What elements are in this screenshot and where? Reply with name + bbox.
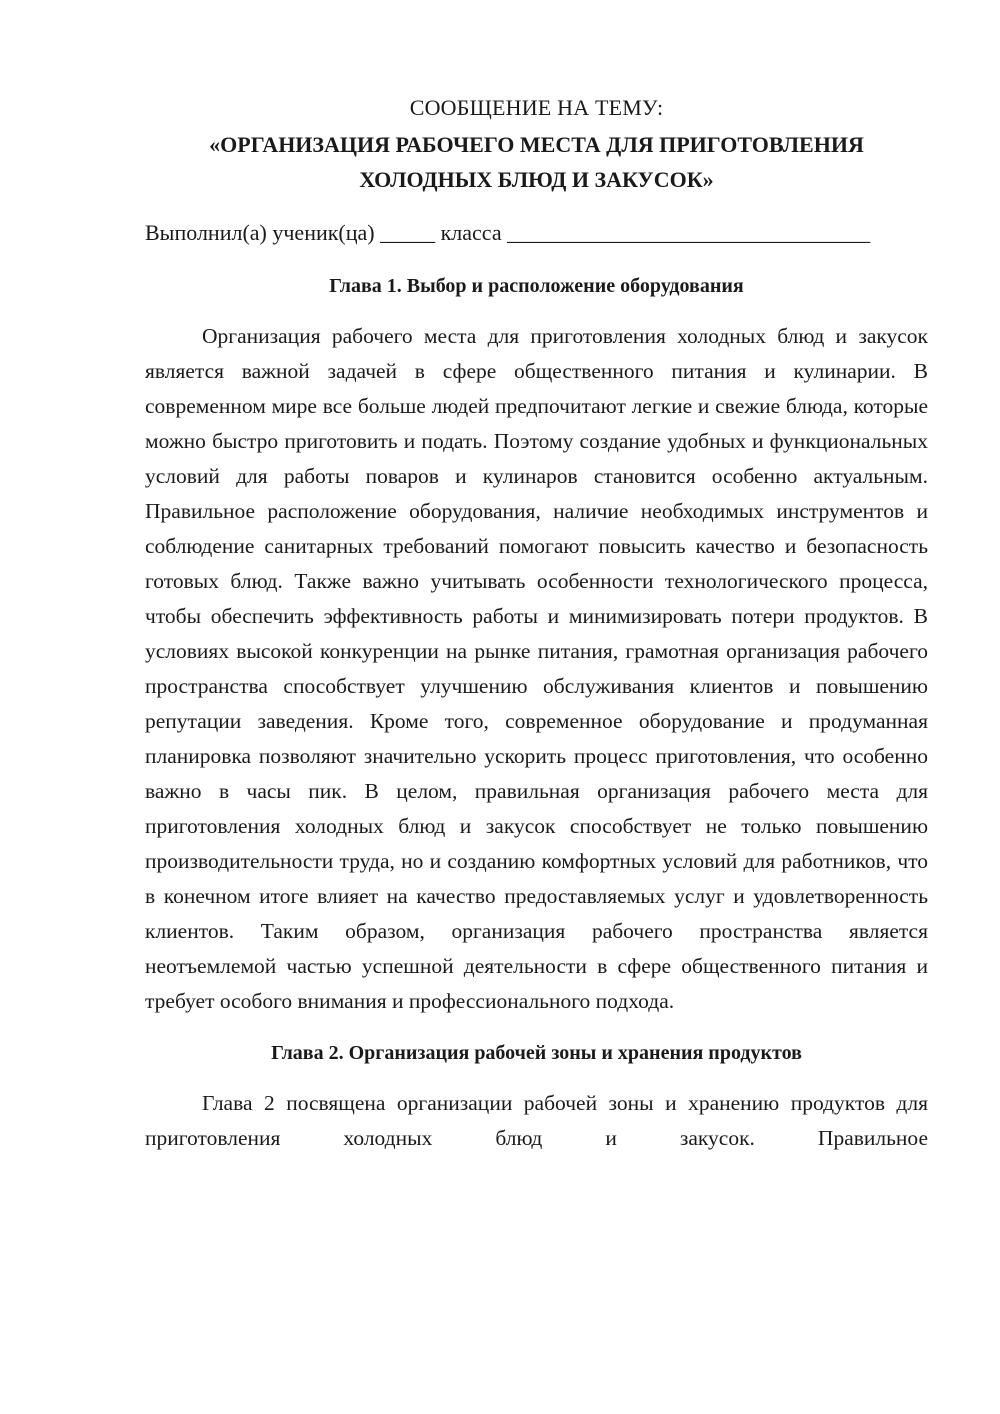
document-title-line-2: ХОЛОДНЫХ БЛЮД И ЗАКУСОК»	[359, 167, 714, 192]
author-line: Выполнил(а) ученик(ца) _____ класса _________________________________	[145, 220, 871, 245]
chapter-1-paragraph: Организация рабочего места для приготовления холодных блюд и закусок является важной задачей в сфере общественного питания и кулинарии. В современном мире все больше людей предпочитают легкие и свежие блюда, которые можно быстро приготовить и подать. Поэтому создание удобных и функциональных условий для работы поваров и кулинаров становится особенно актуальным. Правильное расположение оборудования, наличие необходимых инструментов и соблюдение санитарных требований помогают повысить качество и безопасность готовых блюд. Также важно учитывать особенности технологического процесса, чтобы обеспечить эффективность работы и минимизировать потери продуктов. В условиях высокой конкуренции на рынке питания, грамотная организация рабочего пространства способствует улучшению обслуживания клиентов и повышению репутации заведения. Кроме того, современное оборудование и продуманная планировка позволяют значительно ускорить процесс приготовления, что особенно важно в часы пик. В целом, правильная организация рабочего места для приготовления холодных блюд и закусок способствует не только повышению производительности труда, но и созданию комфортных условий для работников, что в конечном итоге влияет на качество предоставляемых услуг и удовлетворенность клиентов. Таким образом, организация рабочего пространства является неотъемлемой частью успешной деятельности в сфере общественного питания и требует особого внимания и профессионального подхода.	[145, 324, 928, 1013]
chapter-2-paragraph: Глава 2 посвящена организации рабочей зоны и хранению продуктов для приготовления холодных блюд и закусок. Правильное	[145, 1091, 928, 1150]
document-page	[145, 90, 928, 1156]
document-title	[145, 127, 928, 197]
document-title-line-1: «ОРГАНИЗАЦИЯ РАБОЧЕГО МЕСТА ДЛЯ ПРИГОТОВЛЕНИЯ	[209, 132, 864, 157]
document-label: СООБЩЕНИЕ НА ТЕМУ:	[409, 95, 664, 120]
chapter-1-heading: Глава 1. Выбор и расположение оборудования	[329, 275, 744, 297]
chapter-2-heading: Глава 2. Организация рабочей зоны и хранения продуктов	[271, 1042, 802, 1064]
